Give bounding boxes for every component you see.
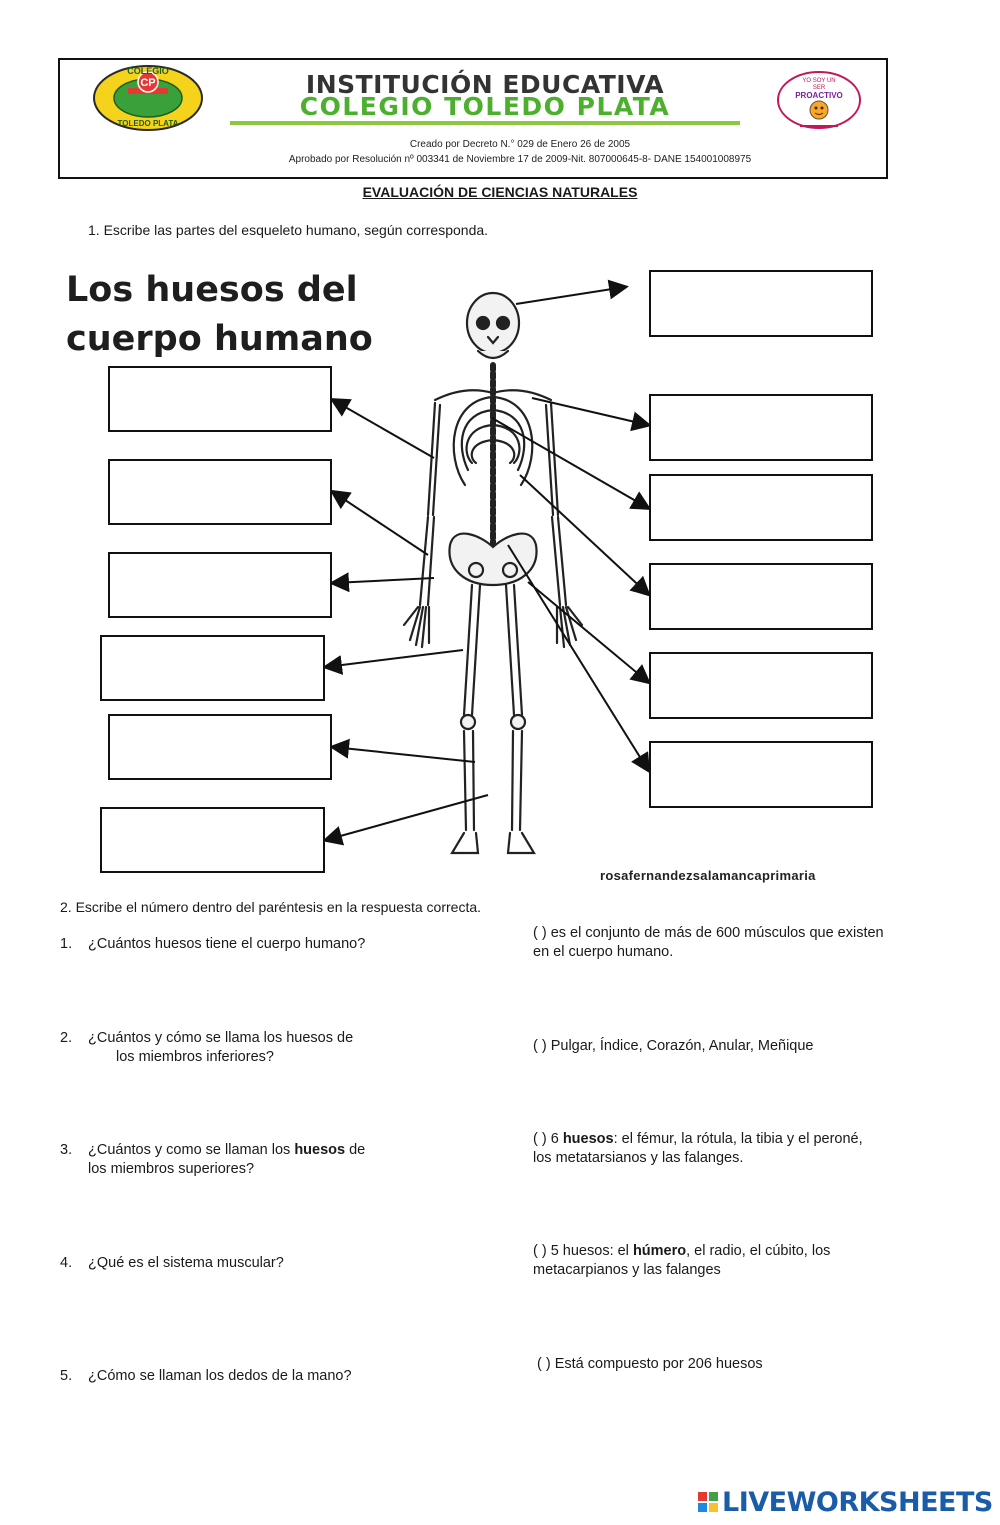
figure-title-line1: Los huesos del xyxy=(66,270,358,310)
answer-box-left-3[interactable] xyxy=(108,552,332,618)
arrow-skull xyxy=(516,287,625,304)
arrow-right-3 xyxy=(520,475,648,594)
arrow-left-5 xyxy=(333,747,475,762)
arrow-right-5 xyxy=(508,545,648,770)
svg-text:CP: CP xyxy=(140,77,156,89)
answer-option-2[interactable]: ( ) Pulgar, Índice, Corazón, Anular, Meñique xyxy=(533,1038,814,1054)
arrow-right-2 xyxy=(492,418,648,508)
answer-box-left-2[interactable] xyxy=(108,459,332,525)
question-4: 4. ¿Qué es el sistema muscular? xyxy=(60,1255,284,1271)
question-1: 1. ¿Cuántos huesos tiene el cuerpo humano? xyxy=(60,936,366,952)
answer-box-right-6[interactable] xyxy=(649,741,873,808)
liveworksheets-brand[interactable]: LIVEWORKSHEETS xyxy=(722,1487,993,1518)
section2-instruction: 2. Escribe el número dentro del paréntesis en la respuesta correcta. xyxy=(60,899,482,915)
resolution-line: Aprobado por Resolución nº 003341 de Noviembre 17 de 2009-Nit. 807000645-8- DANE 154001008975 xyxy=(288,154,752,165)
arrow-right-1 xyxy=(532,398,648,425)
answer-box-right-3[interactable] xyxy=(649,474,873,541)
answer-box-left-5[interactable] xyxy=(108,714,332,780)
section1-instruction: 1. Escribe las partes del esqueleto humano, según corresponda. xyxy=(88,222,489,238)
image-credit: rosafernandezsalamancaprimaria xyxy=(600,868,816,883)
svg-text:SER: SER xyxy=(812,85,826,91)
answer-box-right-2[interactable] xyxy=(649,394,873,461)
svg-text:COLEGIO: COLEGIO xyxy=(127,66,169,76)
arrow-right-4 xyxy=(528,582,648,682)
arrow-left-3 xyxy=(333,578,434,583)
answer-option-4[interactable]: ( ) 5 huesos: el húmero, el radio, el cúbito, los metacarpianos y las falanges xyxy=(533,1243,831,1278)
arrow-left-6 xyxy=(326,795,488,840)
figure-title-line2: cuerpo humano xyxy=(66,319,373,359)
arrow-left-2 xyxy=(333,492,428,555)
answer-box-right-4[interactable] xyxy=(649,563,873,630)
college-title: COLEGIO TOLEDO PLATA xyxy=(299,92,671,121)
question-2: 2. ¿Cuántos y cómo se llama los huesos de los miembros inferiores? xyxy=(60,1030,354,1065)
svg-text:TOLEDO PLATA: TOLEDO PLATA xyxy=(117,119,179,128)
arrow-left-1 xyxy=(333,400,434,458)
svg-text:YO SOY UN: YO SOY UN xyxy=(802,78,836,84)
question-5: 5. ¿Cómo se llaman los dedos de la mano? xyxy=(60,1368,352,1384)
answer-box-left-6[interactable] xyxy=(100,807,325,873)
answer-box-left-1[interactable] xyxy=(108,366,332,432)
svg-text:PROACTIVO: PROACTIVO xyxy=(795,91,843,100)
answer-option-5[interactable]: ( ) Está compuesto por 206 huesos xyxy=(537,1356,763,1372)
arrow-left-4 xyxy=(326,650,463,667)
answer-option-3[interactable]: ( ) 6 huesos: el fémur, la rótula, la tibia y el peroné, los metatarsianos y las falanges. xyxy=(533,1131,863,1166)
question-3: 3. ¿Cuántos y como se llaman los huesos de los miembros superiores? xyxy=(60,1142,366,1177)
answer-box-right-1[interactable] xyxy=(649,270,873,337)
answer-option-1[interactable]: ( ) es el conjunto de más de 600 músculos que existen en el cuerpo humano. xyxy=(533,925,884,960)
answer-box-left-4[interactable] xyxy=(100,635,325,701)
decree-line: Creado por Decreto N.° 029 de Enero 26 de 2005 xyxy=(409,139,631,150)
liveworksheets-logo-icon xyxy=(698,1490,720,1518)
institution-title: INSTITUCIÓN EDUCATIVA xyxy=(305,70,665,99)
answer-box-right-5[interactable] xyxy=(649,652,873,719)
evaluation-title: EVALUACIÓN DE CIENCIAS NATURALES xyxy=(362,184,638,200)
